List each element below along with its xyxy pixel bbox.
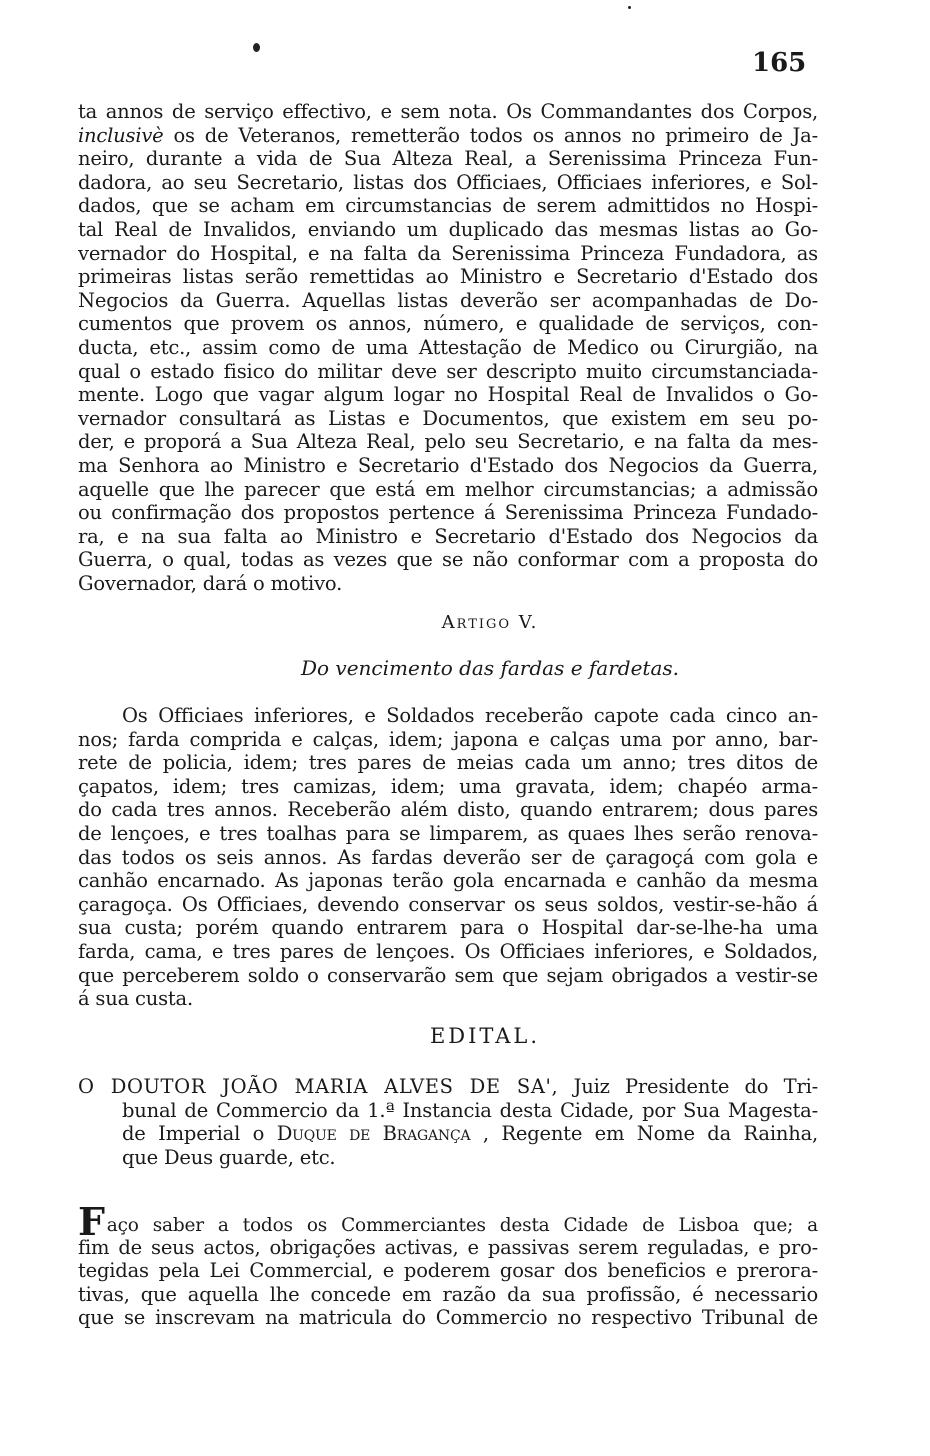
text-line: primeiras listas serão remettidas ao Ministro e Secretario d'Estado dos	[78, 265, 818, 289]
edital-body-line: tegidas pela Lei Commercial, e poderem gosar dos beneficios e prerога-	[78, 1259, 818, 1283]
edital-body-text: aço saber a todos os Commerciantes desta Cidade de Lisboa que; a	[106, 1215, 818, 1236]
text-line: vernador consultará as Listas e Documentos, que existem em seu po-	[78, 406, 818, 430]
text-line: canhão encarnado. As japonas terão gola encarnada e canhão da mesma	[78, 869, 818, 893]
text-line: der, e proporá a Sua Alteza Real, pelo seu Secretario, e na falta da mes-	[78, 430, 818, 454]
text-line: do cada tres annos. Receberão além disto, quando entrarem; dous pares	[78, 798, 818, 822]
text-line: Negocios da Guerra. Aquellas listas deverão ser acompanhadas de Do-	[78, 288, 818, 312]
text-line: Os Officiaes inferiores, e Soldados receberão capote cada cinco an-	[122, 704, 818, 727]
intro-paragraph	[78, 100, 818, 595]
article-paragraph	[78, 704, 818, 1011]
edital-header-line	[78, 1122, 818, 1146]
edital-header-rest: Juiz Presidente do Tri-	[573, 1075, 819, 1098]
text-line: cumentos que provem os annos, número, e qualidade de serviços, con-	[78, 312, 818, 336]
text-line: nos; farda comprida e calças, idem; japona e calças uma por anno, bar-	[78, 727, 818, 751]
text-line: aquelle que lhe parecer que está em melhor circumstancias; a admissão	[78, 477, 818, 501]
edital-header-text: , Regente em Nome da Rainha,	[482, 1122, 819, 1146]
text-line: ma Senhora ao Ministro e Secretario d'Estado dos Negocios da Guerra,	[78, 453, 818, 477]
text-line: mente. Logo que vagar algum logar no Hospital Real de Invalidos o Go-	[78, 383, 818, 407]
text-line: sua custa; porém quando entrarem para o Hospital dar-se-lhe-ha uma	[78, 916, 818, 940]
text-line: ducta, etc., assim como de uma Attestação de Medico ou Cirurgião, na	[78, 335, 818, 359]
text-line: farda, cama, e tres pares de lençoes. Os Officiaes inferiores, e Soldados,	[78, 939, 818, 963]
text-line: çapatos, idem; tres camizas, idem; uma gravata, idem; chapéo arma-	[78, 774, 818, 798]
edital-body-line: que se inscrevam na matricula do Commercio no respectivo Tribunal de	[78, 1306, 818, 1330]
edital-header-name: O DOUTOR JOÃO MARIA ALVES DE SA',	[78, 1075, 559, 1098]
text-line: tal Real de Invalidos, enviando um duplicado das mesmas listas ao Go-	[78, 217, 818, 241]
text-line: dados, que se acham em circumstancias de serem admittidos no Hospi-	[78, 194, 818, 218]
text-line: qual o estado fisico do militar deve ser descripto muito circumstanciada-	[78, 359, 818, 383]
text-line: ra, e na sua falta ao Ministro e Secretario d'Estado dos Negocios da	[78, 524, 818, 548]
text-line: á sua custa.	[78, 987, 193, 1011]
text-line: rete de policia, idem; tres pares de meias cada um anno; tres ditos de	[78, 751, 818, 775]
text-line: vernador do Hospital, e na falta da Serenissima Princeza Fundadora, as	[78, 241, 818, 265]
page-number: 165	[752, 48, 807, 78]
ink-speck	[253, 43, 260, 52]
text-line: ou confirmação dos propostos pertence á Serenissima Princeza Fundado-	[78, 501, 818, 525]
edital-header-line: bunal de Commercio da 1.ª Instancia desta Cidade, por Sua Magesta-	[122, 1098, 818, 1122]
text-line: de lençoes, e tres toalhas para se limparem, as quaes lhes serão renova-	[78, 821, 818, 845]
edital-body	[78, 1199, 818, 1330]
edital-body-line: fim de seus actos, obrigações activas, e passivas serem reguladas, e pro-	[78, 1235, 818, 1259]
edital-header-duke: Duque de Bragança	[276, 1122, 471, 1146]
text-line: inclusivè os de Veteranos, remetterão todos os annos no primeiro de Ja-	[78, 123, 818, 147]
edital-header-line: que Deus guarde, etc.	[122, 1145, 336, 1169]
text-line: Governador, dará o motivo.	[78, 571, 343, 595]
edital-title: EDITAL.	[429, 1024, 541, 1048]
edital-body-line	[78, 1199, 818, 1244]
edital-header-text: de Imperial o	[122, 1122, 265, 1146]
drop-cap: F	[78, 1199, 105, 1244]
article-title: Artigo V.	[441, 612, 539, 633]
edital-header	[78, 1075, 818, 1169]
edital-header-line	[78, 1075, 818, 1099]
text-line: das todos os seis annos. As fardas deverão ser de çaragoçá com gola e	[78, 845, 818, 869]
text-line: que perceberem soldo o conservarão sem que sejam obrigados a vestir-se	[78, 963, 818, 987]
edital-body-line: tivas, que aquella lhe concede em razão da sua profissão, é necessario	[78, 1282, 818, 1306]
text-line: çaragoça. Os Officiaes, devendo conservar os seus soldos, vestir-se-hão á	[78, 892, 818, 916]
article-subtitle: Do vencimento das fardas e fardetas.	[300, 656, 680, 680]
ink-speck	[628, 6, 631, 9]
text-line: Guerra, o qual, todas as vezes que se não conformar com a proposta do	[78, 548, 818, 572]
text-line: ta annos de serviço effectivo, e sem nota. Os Commandantes dos Corpos,	[78, 100, 818, 123]
text-line: dadora, ao seu Secretario, listas dos Officiaes, Officiaes inferiores, e Sol-	[78, 170, 818, 194]
text-line: neiro, durante a vida de Sua Alteza Real, a Serenissima Princeza Fun-	[78, 147, 818, 171]
